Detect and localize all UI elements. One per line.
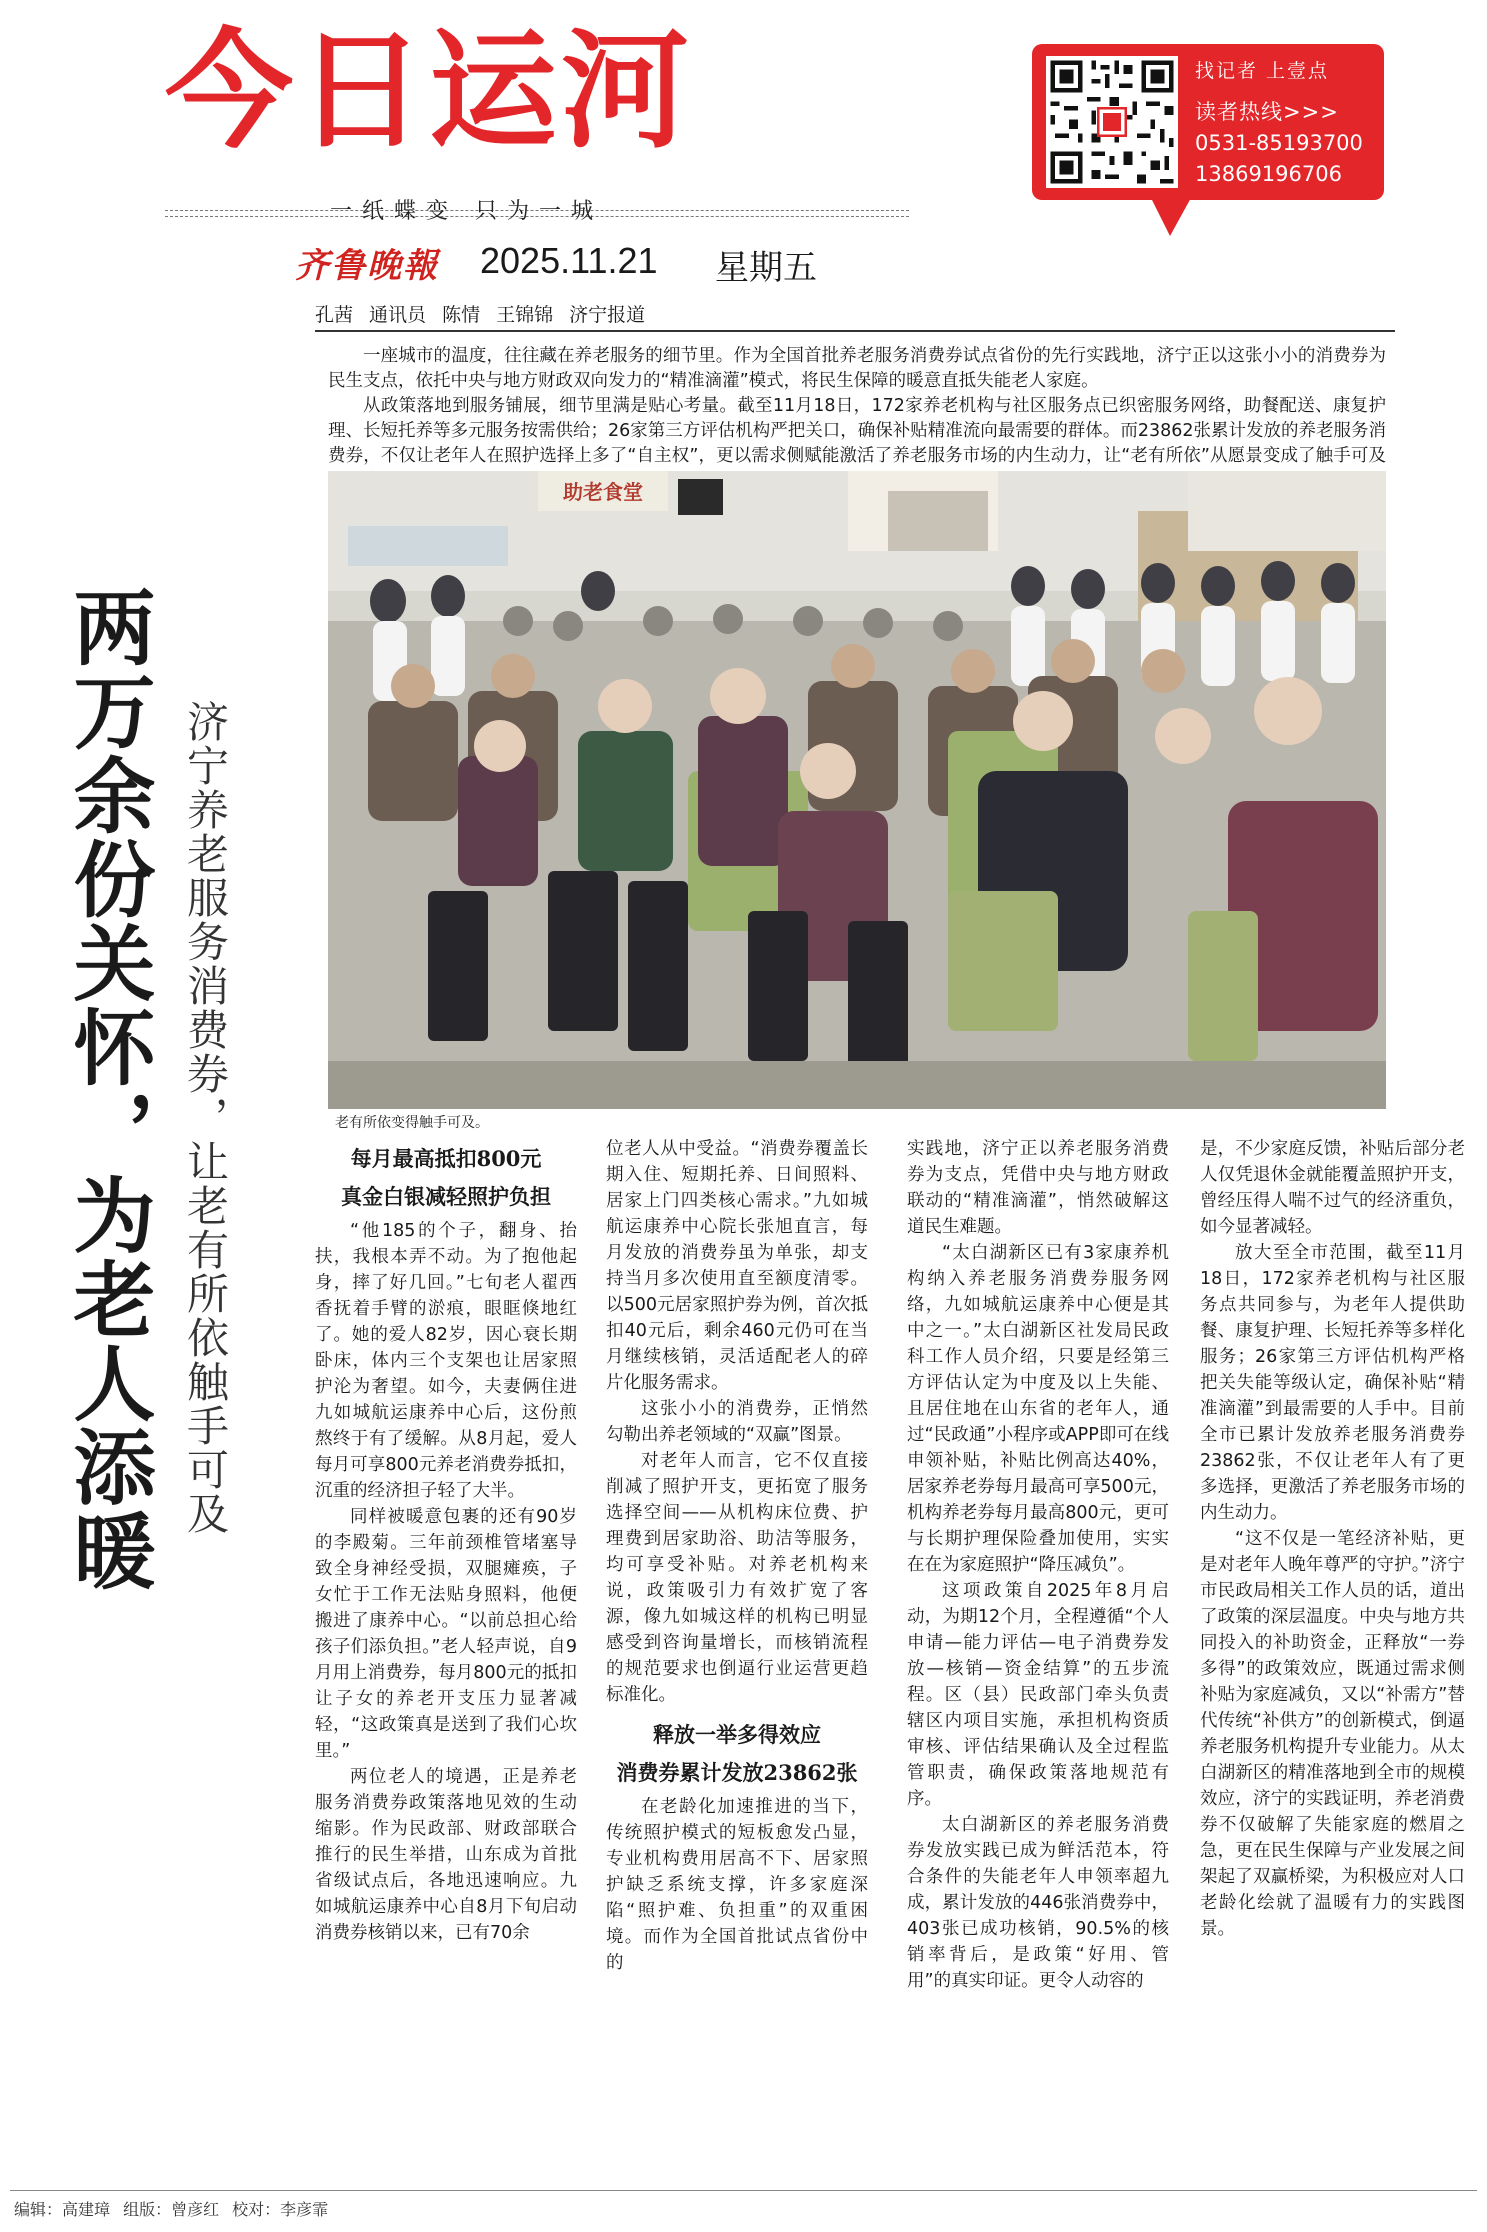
newspaper-brand: 齐鲁晚報 [295, 248, 439, 285]
article-paragraph: 这张小小的消费券，正悄然勾勒出养老领域的“双赢”图景。 [606, 1399, 868, 1445]
section-heading-2a: 释放一举多得效应 [653, 1722, 821, 1747]
footer-divider [10, 2190, 1477, 2191]
article-column-4 [1200, 1136, 1465, 1942]
contact-line-2: 读者热线>>> [1195, 100, 1339, 124]
article-paragraph: 对老年人而言，它不仅直接削减了照护开支，更拓宽了服务选择空间——从机构床位费、护理费到居家助浴、助洁等服务，均可享受补贴。对养老机构来说，政策吸引力有效扩宽了客源，像九如城这样的机构已明显感受到咨询量增长，而核销流程的规范要求也倒逼行业运营更趋标准化。 [606, 1451, 868, 1705]
section-heading-2b: 消费券累计发放23862张 [616, 1760, 858, 1785]
article-paragraph: 放大至全市范围，截至11月18日，172家养老机构与社区服务点共同参与，为老年人提供助餐、康复护理、长短托养等多样化服务；26家第三方评估机构严格把关失能等级认定，确保补贴“精准滴灌”到最需要的人手中。目前全市已累计发放养老服务消费券23862张，不仅让老年人有了更多选择，更激活了养老服务市场的内生动力。 [1200, 1243, 1465, 1523]
issue-date: 2025.11.21 [480, 240, 658, 281]
section-heading-1a: 每月最高抵扣800元 [350, 1146, 542, 1171]
elderly-care-scene-illustration [328, 471, 1386, 1109]
issue-weekday: 星期五 [715, 248, 817, 288]
article-column-2 [606, 1136, 868, 1976]
article-paragraph: 实践地，济宁正以养老服务消费券为支点，凭借中央与地方财政联动的“精准滴灌”，悄然破解这道民生难题。 [907, 1139, 1169, 1237]
byline: 孔茜 通讯员 陈情 王锦锦 济宁报道 [315, 304, 646, 326]
speech-bubble-tail [1150, 196, 1192, 236]
section-heading-1b: 真金白银减轻照护负担 [341, 1184, 551, 1209]
editor-credits: 编辑：高建璋 组版：曾彦红 校对：李彦霏 [14, 2200, 329, 2219]
article-paragraph: “这不仅是一笔经济补贴，更是对老年人晚年尊严的守护。”济宁市民政局相关工作人员的话，道出了政策的深层温度。中央与地方共同投入的补助资金，正释放“一券多得”的政策效应，既通过需求侧补贴为家庭减负，又以“补需方”替代传统“补供方”的创新模式，倒逼养老服务机构提升专业能力。从太白湖新区的精准落地到全市的规模效应，济宁的实践证明，养老消费券不仅破解了失能家庭的燃眉之急，更在民生保障与产业发展之间架起了双赢桥梁，为积极应对人口老龄化绘就了温暖有力的实践图景。 [1200, 1529, 1465, 1939]
canteen-sign: 助老食堂 [563, 480, 643, 504]
article-paragraph: 是，不少家庭反馈，补贴后部分老人仅凭退休金就能覆盖照护开支，曾经压得人喘不过气的经济重负，如今显著减轻。 [1200, 1139, 1465, 1237]
photo-caption: 老有所依变得触手可及。 [335, 1115, 489, 1131]
subheadline: 济宁养老服务消费券，让老有所依触手可及 [181, 700, 230, 1536]
article-paragraph: 两位老人的境遇，正是养老服务消费券政策落地见效的生动缩影。作为民政部、财政部联合推行的民生举措，山东成为首批省级试点后，各地迅速响应。九如城航运康养中心自8月下旬启动消费券核销以来，已有70余 [315, 1767, 577, 1943]
headline: 两万余份关怀，为老人添暖 [60, 585, 156, 1593]
masthead-title: 今日运河 [165, 17, 694, 166]
lead-paragraph: 从政策落地到服务铺展，细节里满是贴心考量。截至11月18日，172家养老机构与社区服务点已织密服务网络，助餐配送、康复护理、长短托养等多元服务按需供给；26家第三方评估机构严把关口，确保补贴精准流向最需要的群体。而23862张累计发放的养老服务消费券，不仅让老年人在照护选择上多了“自主权”，更以需求侧赋能激活了养老服务市场的内生动力，让“老有所依”从愿景变成了触手可及 [328, 396, 1386, 466]
news-photo [328, 471, 1386, 1109]
article-paragraph: 位老人从中受益。“消费券覆盖长期入住、短期托养、日间照料、居家上门四类核心需求。”九如城航运康养中心院长张旭直言，每月发放的消费券虽为单张，却支持当月多次使用直至额度清零。以500元居家照护券为例，首次抵扣40元后，剩余460元仍可在当月继续核销，灵活适配老人的碎片化服务需求。 [606, 1139, 868, 1393]
article-paragraph: “太白湖新区已有3家康养机构纳入养老服务消费券服务网络，九如城航运康养中心便是其中之一。”太白湖新区社发局民政科工作人员介绍，只要是经第三方评估认定为中度及以上失能、且居住地在山东省的老年人，通过“民政通”小程序或APP即可在线申领补贴，补贴比例高达40%，居家养老券每月最高可享500元，机构养老券每月最高800元，更可与长期护理保险叠加使用，实实在在为家庭照护“降压减负”。 [907, 1243, 1169, 1575]
hotline-phone-2[interactable]: 13869196706 [1195, 162, 1342, 186]
masthead-slogan: 一纸蝶变 只为一城 [330, 199, 603, 224]
article-column-1 [315, 1138, 577, 1946]
contact-line-1: 找记者 上壹点 [1195, 60, 1330, 82]
byline-divider [315, 330, 1395, 332]
article-paragraph: “他185的个子，翻身、抬扶，我根本弄不动。为了抱他起身，摔了好几回。”七旬老人翟西香抚着手臂的淤痕，眼眶倏地红了。她的爱人82岁，因心衰长期卧床，体内三个支架也让居家照护沦为奢望。如今，夫妻俩住进九如城航运康养中心后，这份煎熬终于有了缓解。从8月起，爱人每月可享800元养老消费券抵扣，沉重的经济担子轻了大半。 [315, 1221, 577, 1501]
article-paragraph: 太白湖新区的养老服务消费券发放实践已成为鲜活范本，符合条件的失能老年人申领率超九成，累计发放的446张消费券中，403张已成功核销，90.5%的核销率背后，是政策“好用、管用”的真实印证。更令人动容的 [907, 1815, 1169, 1991]
article-column-3 [907, 1136, 1169, 1994]
article-paragraph: 这项政策自2025年8月启动，为期12个月，全程遵循“个人申请—能力评估—电子消费券发放—核销—资金结算”的五步流程。区（县）民政部门牵头负责辖区内项目实施，承担机构资质审核、评估结果确认及全过程监管职责，确保政策落地规范有序。 [907, 1581, 1169, 1809]
qr-code-icon[interactable] [1046, 56, 1178, 188]
article-paragraph: 同样被暖意包裹的还有90岁的李殿菊。三年前颈椎管堵塞导致全身神经受损，双腿瘫痪，子女忙于工作无法贴身照料，他便搬进了康养中心。“以前总担心给孩子们添负担。”老人轻声说，自9月用上消费券，每月800元的抵扣让子女的养老开支压力显著减轻，“这政策真是送到了我们心坎里。” [315, 1507, 577, 1761]
hotline-phone-1[interactable]: 0531-85193700 [1195, 131, 1363, 155]
article-paragraph: 在老龄化加速推进的当下，传统照护模式的短板愈发凸显，专业机构费用居高不下、居家照护缺乏系统支撑，许多家庭深陷“照护难、负担重”的双重困境。而作为全国首批试点省份中的 [606, 1797, 868, 1973]
lead-paragraph: 一座城市的温度，往往藏在养老服务的细节里。作为全国首批养老服务消费券试点省份的先行实践地，济宁正以这张小小的消费券为民生支点，依托中央与地方财政双向发力的“精准滴灌”模式，将民生保障的暖意直抵失能老人家庭。 [328, 346, 1386, 391]
